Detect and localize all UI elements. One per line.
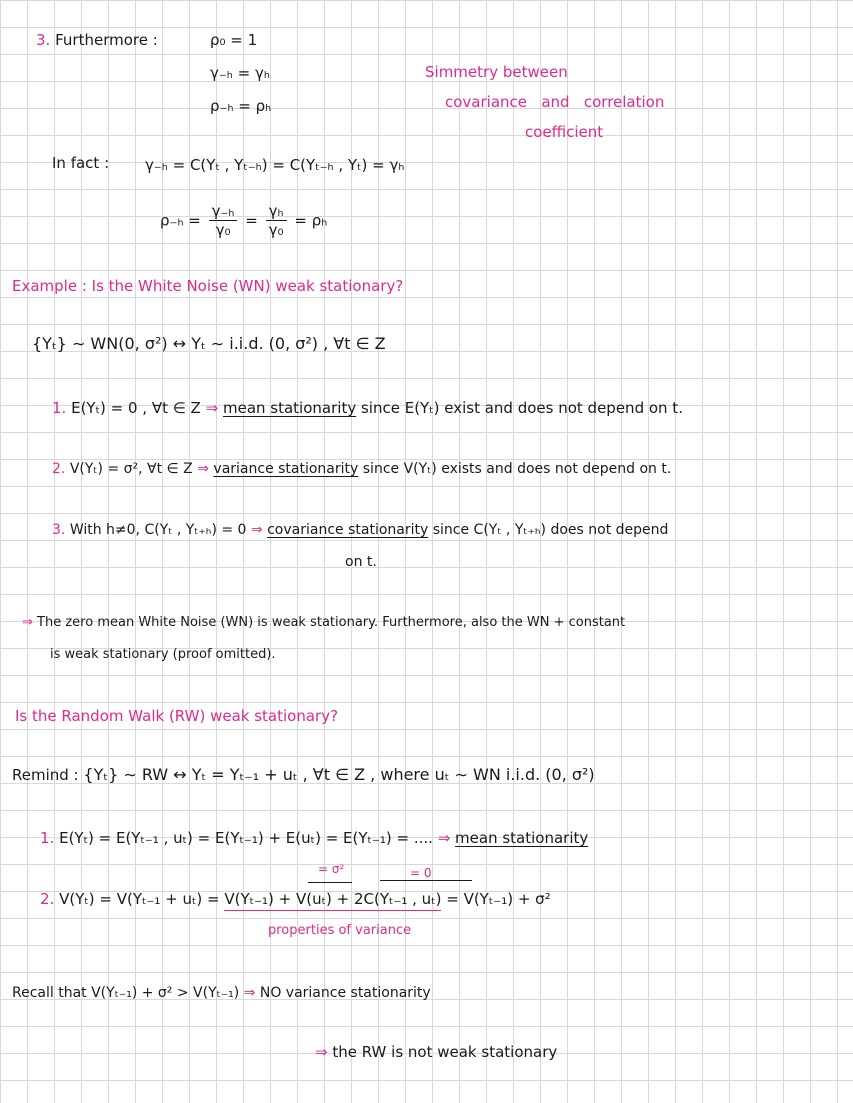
implies-arrow: ⇒ [243,985,256,1001]
implies-arrow: ⇒ [22,615,33,630]
fraction-1-denominator: γ₀ [215,221,231,239]
wn-definition: {Yₜ} ∼ WN(0, σ²) ↔ Yₜ ∼ i.i.d. (0, σ²) , ∀t ∈ Z [32,334,386,353]
furthermore-label: Furthermore : [55,31,158,49]
wn-item-3-continuation: on t. [345,554,377,570]
item-number: 3. [36,31,51,49]
implies-arrow: ⇒ [205,399,219,417]
rw-definition-expr: {Yₜ} ∼ RW ↔ Yₜ = Yₜ₋₁ + uₜ , ∀t ∈ Z , where uₜ ∼ WN i.i.d. (0, σ²) [83,765,595,784]
wn-item-2-expr: V(Yₜ) = σ², ∀t ∈ Z [69,461,193,477]
note-line-2 [445,92,664,112]
fraction-2-denominator: γ₀ [268,221,284,239]
recall-inequality: Recall that V(Yₜ₋₁) + σ² > V(Yₜ₋₁) [12,985,240,1001]
fraction-1 [209,202,238,239]
wn-item-1 [52,398,683,418]
item-3-heading [36,30,158,50]
wn-item-1-number: 1. [52,399,67,417]
note-word-correlation: correlation [583,93,665,111]
rw-item-1 [40,828,588,848]
properties-of-variance-note: properties of variance [268,923,412,938]
rw-final-conclusion-text: the RW is not weak stationary [332,1043,558,1061]
rw-item-1-term: mean stationarity [455,829,589,847]
fraction-2-numerator: γₕ [266,202,287,221]
implies-arrow: ⇒ [250,522,263,538]
frac-rhs: = ρₕ [294,211,328,230]
rw-definition [12,765,595,785]
rw-item-2 [40,889,551,909]
wn-item-3 [52,520,668,540]
annotation-line-2 [380,880,472,881]
no-variance-stationarity: NO variance stationarity [259,985,431,1001]
rw-item-1-expr: E(Yₜ) = E(Yₜ₋₁ , uₜ) = E(Yₜ₋₁) + E(uₜ) = E(Yₜ₋₁) = .... [59,829,433,847]
remind-label: Remind : [12,766,79,784]
example-rw-heading: Is the Random Walk (RW) weak stationary? [15,707,339,725]
wn-conclusion-line-1 [22,613,625,633]
frac-equals: = [245,211,258,230]
fraction-2 [266,202,287,239]
note-word-and: and [541,93,570,111]
gamma-symmetry-equation: γ₋ₕ = γₕ [210,64,270,82]
note-word-covariance: covariance [445,93,528,111]
wn-item-2-reason: since V(Yₜ) exists and does not depend on t. [362,461,672,477]
fraction-1-numerator: γ₋ₕ [209,202,238,221]
frac-lhs: ρ₋ₕ = [160,211,201,230]
wn-item-2-number: 2. [52,461,66,477]
rw-item-2-expr-end: = V(Yₜ₋₁) + σ² [446,890,551,908]
example-wn-heading: Example : Is the White Noise (WN) weak stationary? [12,277,404,295]
implies-arrow: ⇒ [197,461,209,477]
wn-conclusion-text-1: The zero mean White Noise (WN) is weak stationary. Furthermore, also the WN + constant [37,615,626,630]
in-fact-equation: γ₋ₕ = C(Yₜ , Yₜ₋ₕ) = C(Yₜ₋ₕ , Yₜ) = γₕ [145,156,405,174]
rho-zero-equation: ρ₀ = 1 [210,31,258,49]
wn-item-3-term: covariance stationarity [267,522,429,538]
wn-item-3-expr: With h≠0, C(Yₜ , Yₜ₊ₕ) = 0 [69,522,247,538]
rw-item-2-expr-start: V(Yₜ) = V(Yₜ₋₁ + uₜ) = [59,890,220,908]
wn-item-2 [52,459,671,479]
wn-item-3-reason: since C(Yₜ , Yₜ₊ₕ) does not depend [432,522,669,538]
wn-item-1-expr: E(Yₜ) = 0 , ∀t ∈ Z [71,399,201,417]
rw-item-2-number: 2. [40,890,55,908]
implies-arrow: ⇒ [315,1043,328,1061]
wn-conclusion-line-2: is weak stationary (proof omitted). [50,647,276,662]
rw-item-1-number: 1. [40,829,55,847]
implies-arrow: ⇒ [437,829,451,847]
rho-symmetry-equation: ρ₋ₕ = ρₕ [210,97,272,115]
annotation-line-1 [308,882,352,883]
note-line-1: Simmetry between [425,63,568,81]
rw-item-2-variance-decomposition: V(Yₜ₋₁) + V(uₜ) + 2C(Yₜ₋₁ , uₜ) [224,890,441,911]
rho-fraction-equation [160,202,327,239]
in-fact-label: In fact : [52,154,110,172]
wn-item-2-term: variance stationarity [213,461,359,477]
note-line-3: coefficient [525,123,604,141]
covariance-zero-annotation: = 0 [410,866,432,880]
wn-item-1-reason: since E(Yₜ) exist and does not depend on t. [360,399,683,417]
wn-item-1-term: mean stationarity [222,399,357,417]
recall-line [12,983,431,1003]
variance-of-u-annotation: = σ² [318,862,345,876]
rw-final-conclusion [315,1042,557,1062]
wn-item-3-number: 3. [52,522,66,538]
